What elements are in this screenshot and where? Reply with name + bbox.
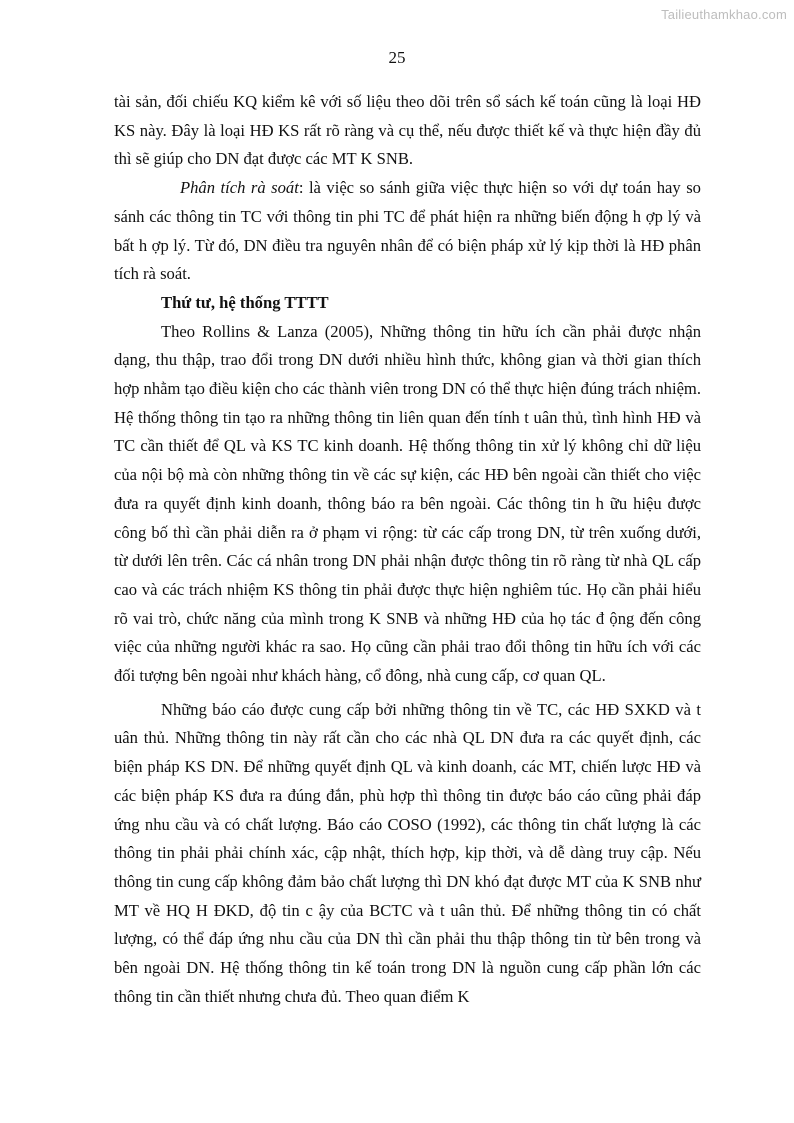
paragraph-review-analysis (114, 174, 701, 289)
paragraph-continuation: tài sản, đối chiếu KQ kiểm kê với số liệu theo dõi trên sổ sách kế toán cũng là loại HĐ KS này. Đây là loại HĐ KS rất rõ ràng và cụ thể, nếu được thiết kế và thực hiện đầy đủ thì sẽ giúp cho DN đạt được các MT K SNB. (114, 92, 701, 169)
paragraph-reports: Những báo cáo được cung cấp bởi những thông tin về TC, các HĐ SXKD và t uân thủ. Những thông tin này rất cần cho các nhà QL DN đưa ra các quyết định, các biện pháp KS DN. Để những quyết định QL và kinh doanh, các MT, chiến lược HĐ và các biện pháp KS đưa ra đúng đắn, phù hợp thì thông tin được báo cáo cũng phải đáp ứng nhu cầu và có chất lượng. Báo cáo COSO (1992), các thông tin chất lượng là các thông tin phải phải chính xác, cập nhật, thích hợp, kịp thời, và dễ dàng truy cập. Nếu thông tin cung cấp không đảm bảo chất lượng thì DN khó đạt được MT của K SNB như MT về HQ H ĐKD, độ tin c ậy của BCTC và t uân thủ. Để những thông tin có chất lượng, có thể đáp ứng nhu cầu của DN thì cần phải thu thập thông tin từ bên trong và bên ngoài DN. Hệ thống thông tin kế toán trong DN là nguồn cung cấp phần lớn các thông tin cần thiết nhưng chưa đủ. Theo quan điểm K (114, 699, 701, 1006)
section-heading: Thứ tư, hệ thống TTTT (161, 292, 329, 312)
term-review-analysis: Phân tích rà soát (180, 178, 299, 198)
page-number: 25 (388, 48, 406, 67)
watermark: Tailieuthamkhao.com (661, 7, 787, 22)
paragraph-review-analysis-text: : là việc so sánh giữa việc thực hiện so với dự toán hay so sánh các thông tin TC với thông tin phi TC để phát hiện ra những biến động h ợp lý và bất h ợp lý. Từ đó, DN điều tra nguyên nhân để có biện pháp xử lý kịp thời là HĐ phân tích rà soát. (114, 178, 701, 284)
paragraph-information-system: Theo Rollins & Lanza (2005), Những thông tin hữu ích cần phải được nhận dạng, thu thập, trao đổi trong DN dưới nhiều hình thức, không gian và thời gian thích hợp nhằm tạo điều kiện cho các thành viên trong DN có thể thực hiện đúng trách nhiệm. Hệ thống thông tin tạo ra những thông tin liên quan đến tính t uân thủ, tình hình HĐ và TC cần thiết để QL và KS TC kinh doanh. Hệ thống thông tin xử lý không chỉ dữ liệu của nội bộ mà còn những thông tin về các sự kiện, các HĐ bên ngoài cần thiết cho việc đưa ra quyết định kinh doanh, thông báo ra bên ngoài. Các thông tin h ữu hiệu được công bố thì cần phải diễn ra ở phạm vi rộng: từ các cấp trong DN, từ trên xuống dưới, từ dưới lên trên. Các cá nhân trong DN phải nhận được thông tin rõ ràng từ nhà QL cấp cao và các trách nhiệm KS thông tin phải được thực hiện nghiêm túc. Họ cần phải hiểu rõ vai trò, chức năng của mình trong K SNB và những HĐ của họ tác đ ộng đến công việc của những người khác ra sao. Họ cũng cần phải trao đổi thông tin hữu ích với các đối tượng bên ngoài như khách hàng, cổ đông, nhà cung cấp, cơ quan QL. (114, 321, 701, 686)
document-body (114, 88, 701, 1012)
